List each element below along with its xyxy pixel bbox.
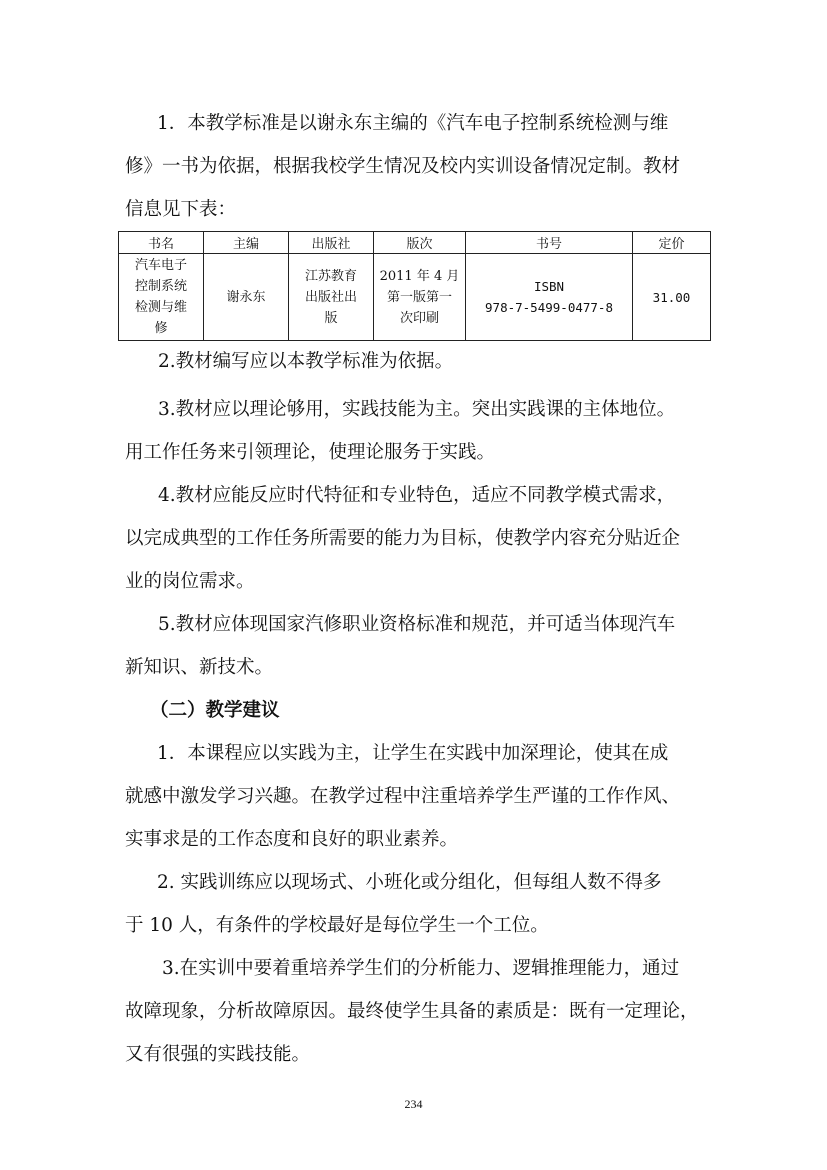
cell-edition-line: 次印刷 bbox=[399, 310, 439, 326]
suggestion-1-line-2: 就感中激发学习兴趣。在教学过程中注重培养学生严谨的工作作风、 bbox=[125, 786, 681, 807]
cell-price: 31.00 bbox=[633, 254, 711, 341]
cell-isbn-line: 978-7-5499-0477-8 bbox=[485, 300, 613, 315]
cell-publisher bbox=[289, 254, 374, 341]
table-row bbox=[119, 254, 711, 341]
cell-title bbox=[119, 254, 204, 341]
header-publisher: 出版社 bbox=[289, 232, 374, 254]
cell-edition-line: 2011 年 4 月 bbox=[379, 268, 460, 284]
cell-publisher-line: 版 bbox=[324, 310, 338, 326]
header-editor: 主编 bbox=[204, 232, 289, 254]
table-header-row bbox=[119, 232, 711, 254]
cell-publisher-line: 江苏教育 bbox=[304, 268, 357, 284]
paragraph-4-line-1: 4.教材应能反应时代特征和专业特色，适应不同教学模式需求， bbox=[158, 485, 676, 506]
paragraph-3-line-2: 用工作任务来引领理论，使理论服务于实践。 bbox=[125, 442, 496, 463]
paragraph-4-line-3: 业的岗位需求。 bbox=[125, 571, 255, 592]
paragraph-4-line-2: 以完成典型的工作任务所需要的能力为目标，使教学内容充分贴近企 bbox=[125, 528, 681, 549]
suggestion-2-line-1: 2. 实践训练应以现场式、小班化或分组化，但每组人数不得多 bbox=[157, 872, 662, 893]
paragraph-5-line-2: 新知识、新技术。 bbox=[125, 657, 274, 678]
paragraph-2: 2.教材编写应以本教学标准为依据。 bbox=[158, 351, 454, 372]
cell-publisher-line: 出版社出 bbox=[304, 289, 357, 305]
page-number: 234 bbox=[404, 1097, 423, 1111]
suggestion-1-line-1: 1．本课程应以实践为主，让学生在实践中加深理论，使其在成 bbox=[157, 743, 669, 764]
header-price: 定价 bbox=[633, 232, 711, 254]
cell-edition-line: 第一版第一 bbox=[386, 289, 452, 305]
header-edition: 版次 bbox=[374, 232, 466, 254]
cell-title-line: 汽车电子 bbox=[134, 258, 187, 273]
suggestion-3-line-3: 又有很强的实践技能。 bbox=[125, 1044, 311, 1065]
cell-editor: 谢永东 bbox=[204, 254, 289, 341]
textbook-info-table bbox=[118, 231, 711, 341]
paragraph-1-line-2: 修》一书为依据，根据我校学生情况及校内实训设备情况定制。教材 bbox=[125, 156, 681, 177]
suggestion-1-line-3: 实事求是的工作态度和良好的职业素养。 bbox=[125, 829, 459, 850]
suggestion-3-line-2: 故障现象，分析故障原因。最终使学生具备的素质是：既有一定理论， bbox=[125, 1001, 699, 1022]
cell-title-line: 修 bbox=[154, 321, 168, 336]
header-title: 书名 bbox=[119, 232, 204, 254]
paragraph-5-line-1: 5.教材应体现国家汽修职业资格标准和规范，并可适当体现汽车 bbox=[158, 614, 676, 635]
suggestion-2-line-2: 于 10 人，有条件的学校最好是每位学生一个工位。 bbox=[125, 915, 549, 936]
cell-edition bbox=[374, 254, 466, 341]
paragraph-1-line-1: 1．本教学标准是以谢永东主编的《汽车电子控制系统检测与维 bbox=[157, 113, 669, 134]
cell-title-line: 控制系统 bbox=[134, 279, 187, 294]
paragraph-3-line-1: 3.教材应以理论够用，实践技能为主。突出实践课的主体地位。 bbox=[158, 399, 676, 420]
header-isbn: 书号 bbox=[466, 232, 633, 254]
cell-title-line: 检测与维 bbox=[134, 300, 187, 315]
section-heading: （二）教学建议 bbox=[150, 700, 280, 721]
cell-isbn bbox=[466, 254, 633, 341]
paragraph-1-line-3: 信息见下表： bbox=[125, 199, 237, 220]
cell-isbn-line: ISBN bbox=[533, 279, 565, 294]
suggestion-3-line-1: 3.在实训中要着重培养学生们的分析能力、逻辑推理能力，通过 bbox=[162, 958, 680, 979]
